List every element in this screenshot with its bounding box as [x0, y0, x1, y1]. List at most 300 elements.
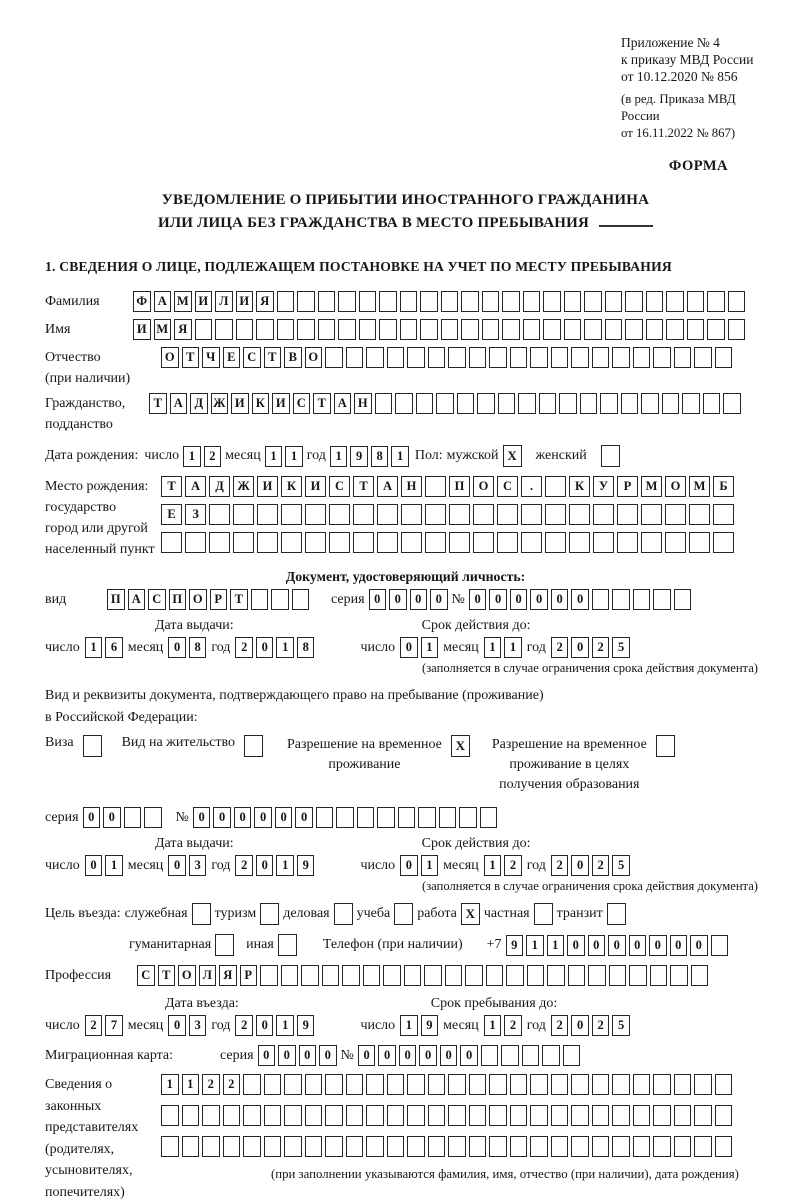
- residence-permit-checkbox[interactable]: [244, 735, 263, 757]
- char-box[interactable]: 0: [629, 935, 647, 956]
- char-box[interactable]: [144, 807, 162, 828]
- purpose-work-checkbox[interactable]: X: [461, 903, 480, 925]
- char-box[interactable]: [469, 347, 487, 368]
- char-box[interactable]: [502, 319, 520, 340]
- char-box[interactable]: [264, 1136, 282, 1157]
- char-box[interactable]: [292, 589, 310, 610]
- char-box[interactable]: 2: [551, 637, 569, 658]
- char-box[interactable]: [713, 532, 734, 553]
- char-box[interactable]: [674, 1105, 692, 1126]
- char-box[interactable]: 9: [297, 1015, 315, 1036]
- char-box[interactable]: [448, 347, 466, 368]
- char-box[interactable]: С: [137, 965, 155, 986]
- char-box[interactable]: [653, 1136, 671, 1157]
- char-box[interactable]: [551, 1136, 569, 1157]
- char-box[interactable]: [366, 1074, 384, 1095]
- char-box[interactable]: [530, 1136, 548, 1157]
- char-box[interactable]: [325, 1105, 343, 1126]
- char-box[interactable]: [564, 291, 582, 312]
- char-box[interactable]: [723, 393, 741, 414]
- char-box[interactable]: С: [329, 476, 350, 497]
- char-box[interactable]: 2: [235, 855, 253, 876]
- char-box[interactable]: [545, 504, 566, 525]
- char-box[interactable]: [482, 291, 500, 312]
- char-box[interactable]: 0: [399, 1045, 417, 1066]
- char-box[interactable]: 2: [235, 1015, 253, 1036]
- char-box[interactable]: 1: [504, 637, 522, 658]
- char-box[interactable]: А: [128, 589, 146, 610]
- char-box[interactable]: [728, 291, 746, 312]
- char-box[interactable]: М: [174, 291, 192, 312]
- char-box[interactable]: 0: [213, 807, 231, 828]
- char-box[interactable]: 0: [469, 589, 487, 610]
- char-box[interactable]: [641, 393, 659, 414]
- char-box[interactable]: [605, 319, 623, 340]
- char-box[interactable]: 3: [189, 1015, 207, 1036]
- char-box[interactable]: 0: [256, 637, 274, 658]
- char-box[interactable]: [568, 965, 586, 986]
- char-box[interactable]: [473, 504, 494, 525]
- char-box[interactable]: [281, 532, 302, 553]
- char-box[interactable]: М: [689, 476, 710, 497]
- char-box[interactable]: [441, 291, 459, 312]
- char-box[interactable]: [425, 504, 446, 525]
- char-box[interactable]: [530, 347, 548, 368]
- char-box[interactable]: [592, 589, 610, 610]
- char-box[interactable]: [185, 532, 206, 553]
- char-box[interactable]: 0: [358, 1045, 376, 1066]
- char-box[interactable]: [379, 319, 397, 340]
- char-box[interactable]: [264, 1074, 282, 1095]
- char-box[interactable]: [182, 1105, 200, 1126]
- char-box[interactable]: С: [497, 476, 518, 497]
- char-box[interactable]: [665, 504, 686, 525]
- char-box[interactable]: 1: [391, 446, 409, 467]
- char-box[interactable]: [233, 504, 254, 525]
- char-box[interactable]: [510, 1136, 528, 1157]
- char-box[interactable]: 2: [223, 1074, 241, 1095]
- char-box[interactable]: Т: [313, 393, 331, 414]
- char-box[interactable]: [689, 504, 710, 525]
- char-box[interactable]: [670, 965, 688, 986]
- char-box[interactable]: [459, 807, 477, 828]
- char-box[interactable]: А: [154, 291, 172, 312]
- char-box[interactable]: [545, 476, 566, 497]
- char-box[interactable]: [387, 1074, 405, 1095]
- char-box[interactable]: 1: [285, 446, 303, 467]
- char-box[interactable]: Т: [161, 476, 182, 497]
- char-box[interactable]: [497, 532, 518, 553]
- char-box[interactable]: [401, 504, 422, 525]
- char-box[interactable]: 0: [430, 589, 448, 610]
- char-box[interactable]: [694, 1074, 712, 1095]
- char-box[interactable]: [271, 589, 289, 610]
- char-box[interactable]: [501, 1045, 519, 1066]
- char-box[interactable]: [646, 319, 664, 340]
- char-box[interactable]: [707, 319, 725, 340]
- char-box[interactable]: [407, 1136, 425, 1157]
- char-box[interactable]: [584, 291, 602, 312]
- char-box[interactable]: Р: [210, 589, 228, 610]
- char-box[interactable]: О: [473, 476, 494, 497]
- char-box[interactable]: [571, 1105, 589, 1126]
- char-box[interactable]: [318, 291, 336, 312]
- char-box[interactable]: [366, 1105, 384, 1126]
- char-box[interactable]: [161, 1136, 179, 1157]
- char-box[interactable]: [551, 347, 569, 368]
- char-box[interactable]: 6: [105, 637, 123, 658]
- char-box[interactable]: 2: [235, 637, 253, 658]
- char-box[interactable]: [215, 319, 233, 340]
- char-box[interactable]: [674, 1136, 692, 1157]
- char-box[interactable]: И: [272, 393, 290, 414]
- char-box[interactable]: [498, 393, 516, 414]
- purpose-official-checkbox[interactable]: [192, 903, 211, 925]
- char-box[interactable]: О: [189, 589, 207, 610]
- char-box[interactable]: 1: [276, 637, 294, 658]
- char-box[interactable]: Я: [256, 291, 274, 312]
- char-box[interactable]: [342, 965, 360, 986]
- char-box[interactable]: [377, 807, 395, 828]
- char-box[interactable]: [366, 1136, 384, 1157]
- char-box[interactable]: [195, 319, 213, 340]
- char-box[interactable]: И: [257, 476, 278, 497]
- char-box[interactable]: [518, 393, 536, 414]
- char-box[interactable]: [674, 589, 692, 610]
- char-box[interactable]: [277, 319, 295, 340]
- char-box[interactable]: А: [170, 393, 188, 414]
- char-box[interactable]: [612, 347, 630, 368]
- char-box[interactable]: [486, 965, 504, 986]
- char-box[interactable]: [461, 319, 479, 340]
- char-box[interactable]: 0: [649, 935, 667, 956]
- char-box[interactable]: [418, 807, 436, 828]
- char-box[interactable]: Л: [215, 291, 233, 312]
- char-box[interactable]: И: [231, 393, 249, 414]
- char-box[interactable]: 0: [551, 589, 569, 610]
- char-box[interactable]: [353, 504, 374, 525]
- char-box[interactable]: [482, 319, 500, 340]
- char-box[interactable]: [425, 476, 446, 497]
- char-box[interactable]: С: [148, 589, 166, 610]
- char-box[interactable]: [506, 965, 524, 986]
- char-box[interactable]: С: [243, 347, 261, 368]
- char-box[interactable]: [407, 347, 425, 368]
- char-box[interactable]: [161, 1105, 179, 1126]
- char-box[interactable]: 5: [612, 1015, 630, 1036]
- char-box[interactable]: 0: [234, 807, 252, 828]
- char-box[interactable]: [481, 1045, 499, 1066]
- char-box[interactable]: [551, 1074, 569, 1095]
- char-box[interactable]: [715, 1074, 733, 1095]
- male-checkbox[interactable]: X: [503, 445, 522, 467]
- char-box[interactable]: [428, 347, 446, 368]
- char-box[interactable]: .: [521, 476, 542, 497]
- char-box[interactable]: [424, 965, 442, 986]
- char-box[interactable]: [674, 347, 692, 368]
- char-box[interactable]: 0: [571, 855, 589, 876]
- char-box[interactable]: 0: [510, 589, 528, 610]
- char-box[interactable]: [510, 1074, 528, 1095]
- char-box[interactable]: 0: [489, 589, 507, 610]
- char-box[interactable]: [600, 393, 618, 414]
- char-box[interactable]: О: [178, 965, 196, 986]
- female-checkbox[interactable]: [601, 445, 620, 467]
- char-box[interactable]: [428, 1074, 446, 1095]
- char-box[interactable]: [387, 1105, 405, 1126]
- char-box[interactable]: 1: [276, 855, 294, 876]
- char-box[interactable]: [592, 1074, 610, 1095]
- char-box[interactable]: [448, 1105, 466, 1126]
- char-box[interactable]: [593, 504, 614, 525]
- char-box[interactable]: [593, 532, 614, 553]
- char-box[interactable]: [473, 532, 494, 553]
- char-box[interactable]: [666, 319, 684, 340]
- char-box[interactable]: 0: [588, 935, 606, 956]
- char-box[interactable]: [580, 393, 598, 414]
- char-box[interactable]: [687, 291, 705, 312]
- char-box[interactable]: 0: [254, 807, 272, 828]
- char-box[interactable]: 0: [295, 807, 313, 828]
- char-box[interactable]: [617, 532, 638, 553]
- char-box[interactable]: 1: [161, 1074, 179, 1095]
- char-box[interactable]: 0: [571, 637, 589, 658]
- char-box[interactable]: [257, 532, 278, 553]
- char-box[interactable]: [612, 589, 630, 610]
- char-box[interactable]: И: [133, 319, 151, 340]
- char-box[interactable]: 1: [182, 1074, 200, 1095]
- char-box[interactable]: 0: [256, 1015, 274, 1036]
- char-box[interactable]: [715, 347, 733, 368]
- char-box[interactable]: [305, 1074, 323, 1095]
- char-box[interactable]: [297, 291, 315, 312]
- char-box[interactable]: [682, 393, 700, 414]
- char-box[interactable]: 3: [189, 855, 207, 876]
- char-box[interactable]: [448, 1136, 466, 1157]
- char-box[interactable]: [256, 319, 274, 340]
- char-box[interactable]: П: [107, 589, 125, 610]
- char-box[interactable]: 0: [440, 1045, 458, 1066]
- char-box[interactable]: 1: [484, 855, 502, 876]
- char-box[interactable]: [407, 1074, 425, 1095]
- char-box[interactable]: [336, 807, 354, 828]
- char-box[interactable]: [377, 532, 398, 553]
- char-box[interactable]: [713, 504, 734, 525]
- char-box[interactable]: [569, 532, 590, 553]
- char-box[interactable]: 1: [85, 637, 103, 658]
- char-box[interactable]: 0: [690, 935, 708, 956]
- char-box[interactable]: 8: [297, 637, 315, 658]
- char-box[interactable]: 9: [297, 855, 315, 876]
- char-box[interactable]: [621, 393, 639, 414]
- temp-residence-edu-checkbox[interactable]: [656, 735, 675, 757]
- char-box[interactable]: 1: [105, 855, 123, 876]
- char-box[interactable]: [527, 965, 545, 986]
- char-box[interactable]: [400, 319, 418, 340]
- char-box[interactable]: [251, 589, 269, 610]
- char-box[interactable]: [641, 504, 662, 525]
- char-box[interactable]: 0: [400, 637, 418, 658]
- char-box[interactable]: 0: [299, 1045, 317, 1066]
- char-box[interactable]: 0: [85, 855, 103, 876]
- char-box[interactable]: У: [593, 476, 614, 497]
- char-box[interactable]: [359, 319, 377, 340]
- char-box[interactable]: [543, 319, 561, 340]
- char-box[interactable]: [420, 319, 438, 340]
- char-box[interactable]: [612, 1105, 630, 1126]
- char-box[interactable]: 9: [350, 446, 368, 467]
- char-box[interactable]: [338, 319, 356, 340]
- char-box[interactable]: [223, 1136, 241, 1157]
- char-box[interactable]: [338, 291, 356, 312]
- char-box[interactable]: [633, 347, 651, 368]
- char-box[interactable]: [161, 532, 182, 553]
- char-box[interactable]: [569, 504, 590, 525]
- char-box[interactable]: 2: [504, 1015, 522, 1036]
- char-box[interactable]: П: [169, 589, 187, 610]
- char-box[interactable]: [209, 504, 230, 525]
- char-box[interactable]: [346, 1105, 364, 1126]
- char-box[interactable]: [387, 347, 405, 368]
- char-box[interactable]: [547, 965, 565, 986]
- char-box[interactable]: 1: [484, 637, 502, 658]
- char-box[interactable]: [542, 1045, 560, 1066]
- char-box[interactable]: 1: [547, 935, 565, 956]
- char-box[interactable]: [325, 347, 343, 368]
- char-box[interactable]: 1: [265, 446, 283, 467]
- char-box[interactable]: [707, 291, 725, 312]
- char-box[interactable]: [689, 532, 710, 553]
- char-box[interactable]: 2: [85, 1015, 103, 1036]
- char-box[interactable]: [650, 965, 668, 986]
- char-box[interactable]: [445, 965, 463, 986]
- char-box[interactable]: [387, 1136, 405, 1157]
- char-box[interactable]: [502, 291, 520, 312]
- char-box[interactable]: [420, 291, 438, 312]
- char-box[interactable]: [366, 347, 384, 368]
- visa-checkbox[interactable]: [83, 735, 102, 757]
- purpose-business-checkbox[interactable]: [334, 903, 353, 925]
- char-box[interactable]: [457, 393, 475, 414]
- char-box[interactable]: Т: [353, 476, 374, 497]
- char-box[interactable]: 0: [193, 807, 211, 828]
- char-box[interactable]: [703, 393, 721, 414]
- char-box[interactable]: [633, 1136, 651, 1157]
- char-box[interactable]: И: [195, 291, 213, 312]
- char-box[interactable]: [571, 347, 589, 368]
- char-box[interactable]: [329, 504, 350, 525]
- char-box[interactable]: Р: [617, 476, 638, 497]
- char-box[interactable]: [489, 1105, 507, 1126]
- char-box[interactable]: [715, 1136, 733, 1157]
- char-box[interactable]: [625, 319, 643, 340]
- char-box[interactable]: [694, 1105, 712, 1126]
- char-box[interactable]: [653, 1105, 671, 1126]
- char-box[interactable]: [305, 504, 326, 525]
- char-box[interactable]: [277, 291, 295, 312]
- char-box[interactable]: 0: [278, 1045, 296, 1066]
- char-box[interactable]: [305, 1136, 323, 1157]
- char-box[interactable]: [612, 1074, 630, 1095]
- char-box[interactable]: [281, 504, 302, 525]
- char-box[interactable]: [318, 319, 336, 340]
- char-box[interactable]: [588, 965, 606, 986]
- char-box[interactable]: [674, 1074, 692, 1095]
- char-box[interactable]: [571, 1136, 589, 1157]
- char-box[interactable]: [377, 504, 398, 525]
- char-box[interactable]: [523, 291, 541, 312]
- char-box[interactable]: С: [293, 393, 311, 414]
- char-box[interactable]: [633, 589, 651, 610]
- char-box[interactable]: [359, 291, 377, 312]
- char-box[interactable]: [691, 965, 709, 986]
- purpose-humanitarian-checkbox[interactable]: [215, 934, 234, 956]
- char-box[interactable]: [316, 807, 334, 828]
- char-box[interactable]: 8: [189, 637, 207, 658]
- char-box[interactable]: [383, 965, 401, 986]
- char-box[interactable]: [428, 1105, 446, 1126]
- char-box[interactable]: Д: [209, 476, 230, 497]
- char-box[interactable]: А: [185, 476, 206, 497]
- char-box[interactable]: Т: [230, 589, 248, 610]
- purpose-study-checkbox[interactable]: [394, 903, 413, 925]
- char-box[interactable]: [592, 347, 610, 368]
- char-box[interactable]: И: [236, 291, 254, 312]
- char-box[interactable]: [284, 1074, 302, 1095]
- char-box[interactable]: Д: [190, 393, 208, 414]
- char-box[interactable]: 2: [592, 637, 610, 658]
- char-box[interactable]: [633, 1105, 651, 1126]
- char-box[interactable]: 0: [256, 855, 274, 876]
- char-box[interactable]: [563, 1045, 581, 1066]
- char-box[interactable]: [653, 347, 671, 368]
- char-box[interactable]: [223, 1105, 241, 1126]
- char-box[interactable]: [401, 532, 422, 553]
- char-box[interactable]: [461, 291, 479, 312]
- char-box[interactable]: 7: [105, 1015, 123, 1036]
- char-box[interactable]: А: [334, 393, 352, 414]
- char-box[interactable]: [395, 393, 413, 414]
- char-box[interactable]: 1: [421, 637, 439, 658]
- char-box[interactable]: [469, 1105, 487, 1126]
- char-box[interactable]: К: [252, 393, 270, 414]
- char-box[interactable]: [592, 1105, 610, 1126]
- char-box[interactable]: [260, 965, 278, 986]
- char-box[interactable]: [530, 1105, 548, 1126]
- char-box[interactable]: [592, 1136, 610, 1157]
- char-box[interactable]: П: [449, 476, 470, 497]
- char-box[interactable]: [243, 1074, 261, 1095]
- char-box[interactable]: [521, 532, 542, 553]
- char-box[interactable]: [521, 504, 542, 525]
- char-box[interactable]: 0: [460, 1045, 478, 1066]
- char-box[interactable]: [439, 807, 457, 828]
- char-box[interactable]: К: [281, 476, 302, 497]
- char-box[interactable]: 0: [319, 1045, 337, 1066]
- char-box[interactable]: [379, 291, 397, 312]
- char-box[interactable]: [564, 319, 582, 340]
- char-box[interactable]: Н: [401, 476, 422, 497]
- char-box[interactable]: [522, 1045, 540, 1066]
- char-box[interactable]: [425, 532, 446, 553]
- char-box[interactable]: 5: [612, 637, 630, 658]
- char-box[interactable]: [398, 807, 416, 828]
- char-box[interactable]: 0: [168, 855, 186, 876]
- char-box[interactable]: [448, 1074, 466, 1095]
- char-box[interactable]: 2: [204, 446, 222, 467]
- char-box[interactable]: [202, 1105, 220, 1126]
- char-box[interactable]: [477, 393, 495, 414]
